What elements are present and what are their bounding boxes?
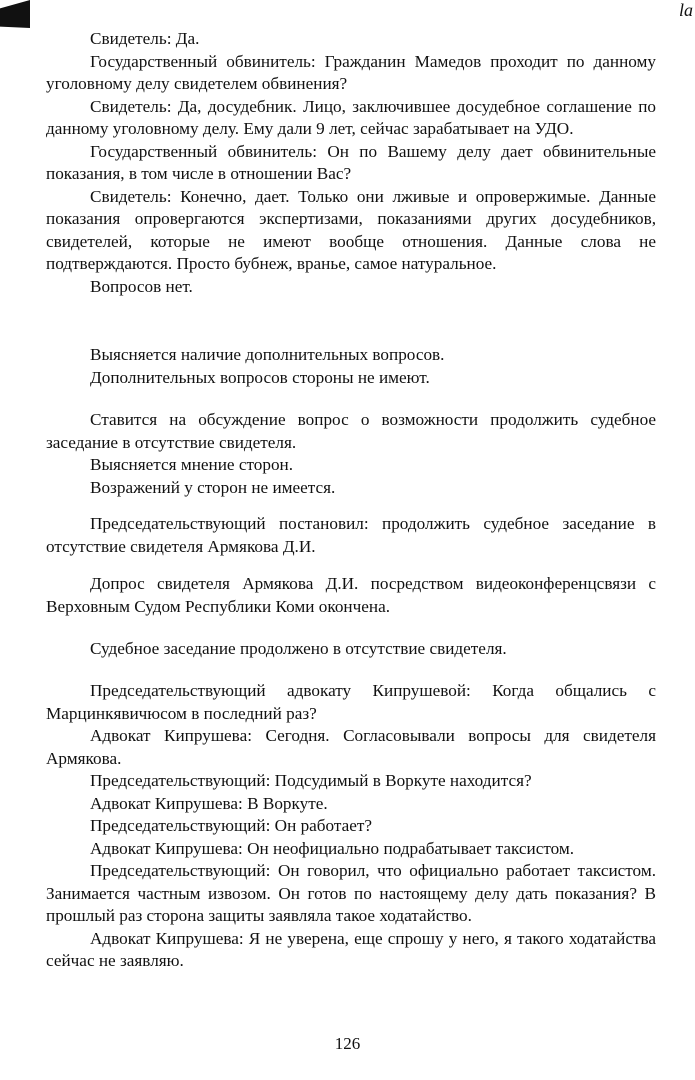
paragraph: Ставится на обсуждение вопрос о возможности продолжить судебное заседание в отсутствие свидетеля.	[46, 410, 656, 452]
paragraph-group	[46, 344, 656, 389]
paragraph-group	[46, 573, 656, 618]
paragraph: Государственный обвинитель: Он по Вашему делу дает обвинительные показания, в том числе в отношении Вас?	[46, 141, 656, 183]
paragraph: Председательствующий: Подсудимый в Воркуте находится?	[90, 771, 532, 790]
paragraph: Адвокат Кипрушева: Я не уверена, еще спрошу у него, я такого ходатайства сейчас не заявляю.	[46, 928, 656, 970]
paragraph: Свидетель: Да.	[90, 29, 200, 48]
paragraph: Выясняется наличие дополнительных вопросов.	[90, 345, 445, 364]
paragraph: Судебное заседание продолжено в отсутствие свидетеля.	[90, 639, 507, 658]
scan-corner-artifact	[0, 0, 30, 28]
paragraph: Председательствующий: Он говорил, что официально работает таксистом. Занимается частным извозом. Он готов по настоящему делу дать показания? В прошлый раз сторона защиты заявляла такое ходатайство.	[46, 861, 656, 925]
paragraph-group	[46, 28, 656, 298]
paragraph: Вопросов нет.	[90, 276, 193, 296]
paragraph: Председательствующий адвокату Кипрушевой: Когда общались с Марцинкявичюсом в последний раз?	[46, 681, 656, 723]
paragraph: Дополнительных вопросов стороны не имеют.	[90, 367, 430, 387]
paragraph-group	[46, 513, 656, 558]
paragraph-group	[46, 680, 656, 973]
paragraph: Выясняется мнение сторон.	[90, 455, 294, 474]
paragraph-group	[46, 638, 656, 661]
paragraph: Возражений у сторон не имеется.	[90, 477, 336, 497]
paragraph-group	[46, 409, 656, 499]
paragraph: Свидетель: Да, досудебник. Лицо, заключившее досудебное соглашение по данному уголовному делу. Ему дали 9 лет, сейчас зарабатывает на УДО.	[46, 96, 656, 138]
paragraph: Адвокат Кипрушева: Он неофициально подрабатывает таксистом.	[90, 838, 575, 858]
page-number: 126	[334, 1034, 361, 1053]
margin-mark: la	[678, 0, 693, 20]
paragraph: Председательствующий постановил: продолжить судебное заседание в отсутствие свидетеля Армякова Д.И.	[46, 514, 656, 556]
paragraph: Адвокат Кипрушева: В Воркуте.	[90, 793, 328, 813]
paragraph: Допрос свидетеля Армякова Д.И. посредством видеоконференцсвязи с Верховным Судом Республики Коми окончена.	[46, 574, 656, 616]
paragraph: Свидетель: Конечно, дает. Только они лживые и опровержимые. Данные показания опровергаются экспертизами, показаниями других досудебников, свидетелей, которые не имеют вообще отношения. Данные слова не подтверждаются. Просто бубнеж, вранье, самое натуральное.	[46, 186, 656, 273]
paragraph: Председательствующий: Он работает?	[90, 816, 373, 835]
paragraph: Государственный обвинитель: Гражданин Мамедов проходит по данному уголовному делу свидетелем обвинения?	[46, 51, 656, 93]
paragraph: Адвокат Кипрушева: Сегодня. Согласовывали вопросы для свидетеля Армякова.	[46, 726, 656, 768]
